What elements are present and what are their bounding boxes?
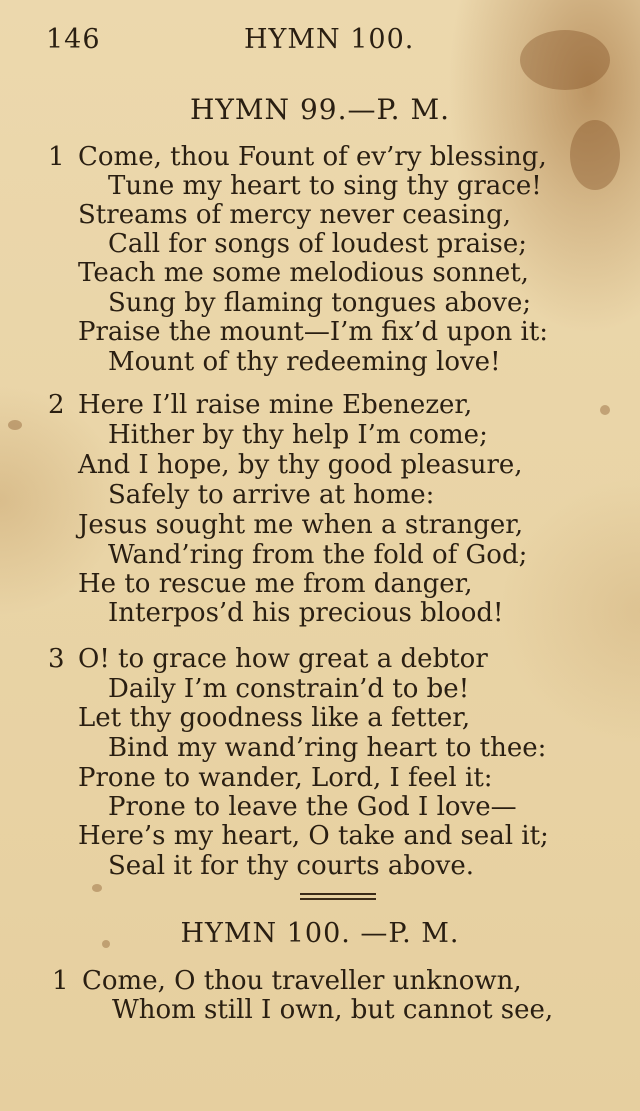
- verse-line: Call for songs of loudest praise;: [108, 229, 527, 259]
- verse-line: Mount of thy redeeming love!: [108, 347, 501, 377]
- verse-line: Tune my heart to sing thy grace!: [108, 171, 542, 201]
- running-title: HYMN 100.: [244, 24, 415, 55]
- verse-line: Come, O thou traveller unknown,: [82, 966, 522, 996]
- verse-line: Come, thou Fount of ev’ry blessing,: [78, 142, 547, 172]
- divider-rule: [300, 898, 376, 900]
- verse-line: Interpos’d his precious blood!: [108, 598, 504, 628]
- verse-line: Prone to wander, Lord, I feel it:: [78, 763, 493, 793]
- hymn-title: HYMN 100. —P. M.: [180, 918, 460, 949]
- verse-line: He to rescue me from danger,: [78, 569, 473, 599]
- verse-line: Sung by flaming tongues above;: [108, 288, 532, 318]
- hymn-title: HYMN 99.—P. M.: [189, 93, 451, 126]
- stain: [600, 405, 610, 415]
- verse-line: Here I’ll raise mine Ebenezer,: [78, 390, 473, 420]
- verse-line: Whom still I own, but cannot see,: [112, 995, 554, 1025]
- verse-line: And I hope, by thy good pleasure,: [78, 450, 523, 480]
- stain: [92, 884, 102, 892]
- verse-line: Bind my wand’ring heart to thee:: [108, 733, 547, 763]
- verse-line: Praise the mount—I’m fix’d upon it:: [78, 317, 549, 347]
- divider-rule: [300, 893, 376, 895]
- verse-line: Hither by thy help I’m come;: [108, 420, 488, 450]
- verse-line: Daily I’m constrain’d to be!: [108, 674, 470, 704]
- stain: [570, 120, 620, 190]
- stain: [8, 420, 22, 430]
- verse-line: Let thy goodness like a fetter,: [78, 703, 471, 733]
- running-head: [0, 18, 640, 58]
- verse-line: Wand’ring from the fold of God;: [108, 540, 528, 570]
- verse-line: Prone to leave the God I love—: [108, 792, 517, 822]
- verse-number: 2: [48, 390, 65, 420]
- ornamental-divider: [300, 893, 376, 901]
- verse-line: Here’s my heart, O take and seal it;: [78, 821, 549, 851]
- verse-line: O! to grace how great a debtor: [78, 644, 488, 674]
- verse-line: Safely to arrive at home:: [108, 480, 435, 510]
- verse-line: Jesus sought me when a stranger,: [78, 510, 524, 540]
- verse-line: Streams of mercy never ceasing,: [78, 200, 512, 230]
- verse-number: 1: [52, 966, 69, 996]
- verse-line: Seal it for thy courts above.: [108, 851, 475, 881]
- page-number: 146: [46, 24, 101, 55]
- verse-number: 3: [48, 644, 65, 674]
- verse-number: 1: [48, 142, 65, 172]
- verse-line: Teach me some melodious sonnet,: [78, 258, 529, 288]
